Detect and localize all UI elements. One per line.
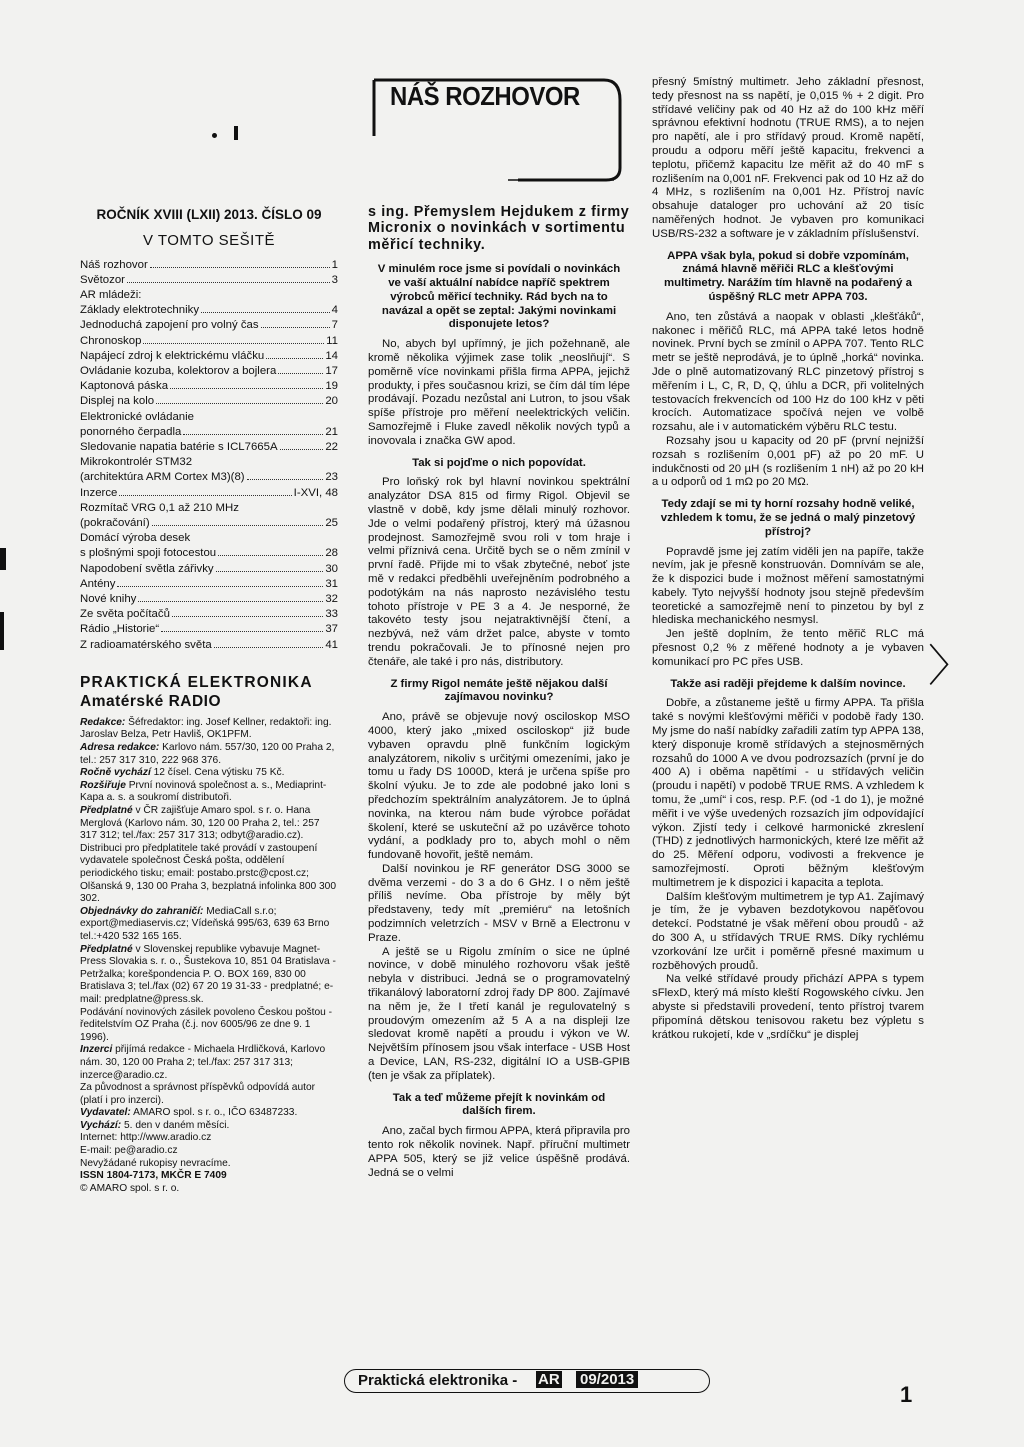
toc-entry-page: 11: [326, 334, 338, 347]
toc-entry-title: Základy elektrotechniky: [80, 304, 200, 317]
toc-entry-title: Kaptonová páska: [80, 380, 169, 393]
impressum-adresa: Adresa redakce: Karlovo nám. 557/30, 120 00 Praha 2, tel.: 257 317 310, 222 968 376.: [80, 742, 335, 766]
toc-entry[interactable]: [80, 592, 338, 607]
interview-question: Z firmy Rigol nemáte ještě nějakou další zajímavou novinku?: [390, 677, 608, 704]
toc-leader: [216, 571, 324, 572]
toc-leader: [247, 479, 324, 480]
interview-paragraph: přesný 5místný multimetr. Jeho základní přesnost, tedy přesnost na ss napětí, je 0,015 % + 2 digit. Pro střídavé veličiny pak od 40 Hz až do 100 kHz měří správnou efektivní hodnotu (TRUE RMS), a to nejen pro napětí, ale i pro střídavý proud. Kromě napětí, proudu a odporu měří ještě kapacitu, frekvenci a teplotu, přičemž kapacitu lze měřit až do 40 mF s rozlišením na 0,001 nF. Frekvenci pak od 10 Hz až do 4 MHz, s rozlišením na 0,001 Hz. Přístroj navíc obsahuje dataloger pro uchování až 20 tisíc naměřených hodnot. Je vybaven pro komunikaci USB/RS-232 a software je v základním příslušenství.: [652, 76, 924, 240]
banner-title: NÁŠ ROZHOVOR: [390, 81, 580, 111]
page-number: 1: [900, 1382, 913, 1407]
table-of-contents: [80, 258, 338, 653]
interview-paragraph: No, abych byl upřímný, je jich požehnaně, ale kromě několika výjimek zase tolik „neoslňují“. S poměrně více novinkami přišla firma APPA, jejichž produkty, i přes současnou krizi, se čím dál tím lépe prodávají. Pozadu nezůstal ani Lutron, to jsou však spíše přístroje pro měření neelektrických veličin. Samozřejmě i Fluke zavedl několik nových typů a inovovala i značka GW apod.: [368, 338, 630, 447]
interview-question: Tak si pojďme o nich popovídat.: [412, 456, 586, 469]
interview-paragraph: Jen ještě doplním, že tento měřič RLC má přesnost 0,2 % z měřené hodnoty a je vybaven komunikací pro PC přes USB.: [652, 628, 924, 668]
interview-question: Tedy zdají se mi ty horní rozsahy hodně veliké, vzhledem k tomu, že se jedná o malý pinzetový přístroj?: [660, 498, 916, 538]
interview-paragraph: Dalším klešťovým multimetrem je typ A1. Zajímavý je tím, že je vybaven bezdotykovou napěťovou detekcí. Podstatné je však měření obou proudů - až do 300 A, u střídavých TRUE RMS. Díky rychlému vzorkování lze určit i poměrně přesné maximum u rozběhových proudů.: [652, 890, 924, 972]
volume-line: ROČNÍK XVIII (LXII) 2013. ČÍSLO 09: [96, 207, 322, 222]
toc-entry-page: 22: [325, 441, 338, 454]
footer-issue: 09/2013: [576, 1371, 638, 1388]
impressum-objednavky: Objednávky do zahraničí: MediaCall s.r.o; export@mediaservis.cz; Vídeňská 995/63, 639 63 Brno tel.:+420 532 165 165.: [80, 905, 330, 942]
toc-entry-page: 7: [331, 319, 338, 332]
interview-paragraph: Další novinkou je RF generátor DSG 3000 se dvěma verzemi - do 3 a do 6 GHz. I o něm ještě příliš nevíme. Oba přístroje by měly být představeny, tedy mít „premiéru“ na letošních podzimních veletrzích - MSV v Brně a Electronu v Praze.: [368, 862, 630, 944]
toc-entry[interactable]: [80, 258, 338, 273]
interview-banner: [368, 76, 624, 194]
toc-entry[interactable]: [80, 486, 338, 501]
toc-entry-title: Rádio „Historie“: [80, 623, 160, 636]
toc-entry-title: Inzerce: [80, 486, 118, 499]
toc-entry-title: Náš rozhovor: [80, 258, 148, 271]
toc-entry-title: Jednoduchá zapojení pro volný čas: [80, 319, 259, 332]
toc-leader: [127, 282, 330, 283]
toc-entry-page: I-XVI, 48: [293, 486, 338, 499]
interview-question: APPA však byla, pokud si dobře vzpomínám, známá hlavně měřiči RLC a klešťovými multimetry. Narážím tím hlavně na podařený a úspěšný RLC metr APPA 703.: [664, 249, 912, 303]
magazine-subtitle: Amatérské RADIO: [80, 692, 222, 710]
toc-entry[interactable]: [80, 318, 338, 333]
toc-entry[interactable]: [80, 440, 338, 455]
toc-entry-heading[interactable]: Domácí výroba desek: [80, 532, 191, 545]
magazine-title: PRAKTICKÁ ELEKTRONIKA: [80, 673, 313, 691]
toc-entry[interactable]: [80, 622, 338, 637]
toc-entry-page: 21: [325, 425, 338, 438]
impressum-redakce: Redakce: Šéfredaktor: ing. Josef Kellner, redaktoři: ing. Jaroslav Belza, Petr Havliš, OK1PFM.: [80, 716, 332, 741]
impressum-rozsiruje: Rozšiřuje První novinová společnost a. s., Mediaprint-Kapa a. s. a soukromí distributoři.: [80, 779, 327, 804]
toc-leader: [152, 525, 324, 526]
toc-entry-page: 37: [325, 623, 338, 636]
toc-entry[interactable]: [80, 638, 338, 653]
continuation-column: [652, 76, 924, 1042]
interview-paragraph: Rozsahy jsou u kapacity od 20 pF (první nejnižší rozsah s rozlišením 0,001 pF) až po 20 mF. U indukčnosti od 20 µH (s rozlišením 1 nH) až po 20 kH a u odporů od 1 mΩ po 20 MΩ.: [652, 434, 924, 489]
interview-question: Takže asi raději přejdeme k dalším novince.: [670, 677, 906, 690]
impressum-copyright: © AMARO spol. s r. o.: [80, 1182, 180, 1194]
toc-entry[interactable]: [80, 577, 338, 592]
toc-entry-page: 23: [325, 471, 338, 484]
interview-column: [368, 76, 630, 1180]
sidebar-column: [80, 118, 338, 1195]
toc-entry-page: 41: [325, 638, 338, 651]
toc-entry-page: 31: [325, 577, 338, 590]
scan-edge-mark: [0, 612, 4, 650]
toc-entry-title: s plošnými spoji fotocestou: [80, 547, 217, 560]
toc-entry[interactable]: [80, 562, 338, 577]
toc-entry-title: (architektúra ARM Cortex M3)(8): [80, 471, 245, 484]
toc-leader: [218, 555, 323, 556]
toc-leader: [138, 601, 323, 602]
toc-leader: [201, 312, 330, 313]
toc-entry-title: Z radioamatérského světa: [80, 638, 212, 651]
toc-leader: [119, 495, 291, 496]
toc-leader: [117, 586, 323, 587]
toc-entry-page: 25: [325, 517, 338, 530]
toc-entry[interactable]: [80, 379, 338, 394]
toc-entry-title: Světozor: [80, 273, 125, 286]
toc-entry-page: 32: [325, 593, 338, 606]
toc-entry[interactable]: [80, 516, 338, 531]
toc-entry-title: Sledovanie napatia batérie s ICL7665A: [80, 441, 278, 454]
impressum-internet[interactable]: Internet: http://www.aradio.cz: [80, 1132, 212, 1144]
interview-paragraph: Dobře, a zůstaneme ještě u firmy APPA. Ta přišla také s novými klešťovými měřiči v podobě řady 130. My jsme do naší nabídky zařadili zatím typ APPA 138, který disponuje kromě střídavých a stejnosměrných rozsahů do 1000 A ve dvou podrozsazích (první je do 400 A) i oběma napětími - u střídavých veličin (proudu i napětí) v podobě TRUE RMS. A vzhledem k tomu, že „umí“ i cos, resp. P.F. (od -1 do 1), je možné měřit i ve výše uvedených rozsazích jím odpovídající výkon. Zjistí tedy i celkové harmonické zkreslení (THD) z jednotlivých harmonických, které lze měřit až do 25. Měření odporu, vodivosti a frekvence je samozřejmostí. Oproti běžným klešťovým multimetrem je k dispozici i kapacita a teplota.: [652, 697, 924, 889]
toc-entry[interactable]: [80, 364, 338, 379]
toc-entry-page: 3: [331, 273, 338, 286]
footer-magazine-name: Praktická elektronika -: [358, 1372, 518, 1389]
toc-entry[interactable]: [80, 394, 338, 409]
toc-entry-heading[interactable]: AR mládeži:: [80, 289, 142, 301]
scan-edge-mark: [0, 548, 6, 570]
impressum-predplatne-sk: Předplatné v Slovenskej republike vybavuje Magnet-Press Slovakia s. r. o., Šustekova 10, 851 04 Bratislava - Petržalka; korešpondencia P. O. BOX 169, 830 00 Bratislava 3; tel./fax (02) 67 20 19 31-33 - predplatné; e-mail: predplatne@press.sk.: [80, 943, 336, 1005]
toc-entry-title: (pokračování): [80, 517, 150, 530]
toc-entry[interactable]: [80, 334, 338, 349]
toc-entry[interactable]: [80, 303, 338, 318]
toc-title: V TOMTO SEŠITĚ: [142, 231, 276, 249]
toc-leader: [214, 647, 324, 648]
toc-entry-title: Chronoskop: [80, 334, 142, 347]
interview-question: Tak a teď můžeme přejít k novinkám od dalších firem.: [392, 1091, 606, 1118]
toc-entry-page: 4: [331, 304, 338, 317]
toc-entry[interactable]: [80, 349, 338, 364]
impressum-vychazi: Ročně vychází 12 čísel. Cena výtisku 75 Kč.: [80, 767, 285, 779]
interview-paragraph: Ano, právě se objevuje nový osciloskop MSO 4000, který jako „mixed osciloskop“ již bude vybaven opravdu plně funkčním logickým analyzátorem, nikoliv s určitými omezeními, jako je tomu u řady DS 1000D, která je určena spíše pro školní výuku. Je to zde ale podobné jako loni s předchozím spektrálním analyzátorem. Je to úplná novinka, na kterou nám bude výrobce pořádat školení, které se uskuteční až po uzávěrce tohoto vydání, a podklady pro to, abych mohl o něm fundovaně hovořit, ještě nemám.: [368, 711, 630, 862]
toc-leader: [170, 388, 323, 389]
toc-entry-heading[interactable]: Rozmítač VRG 0,1 až 210 MHz: [80, 501, 239, 514]
toc-leader: [150, 267, 330, 268]
impressum-puvodnost: Za původnost a správnost příspěvků odpovídá autor (platí i pro inzerci).: [80, 1082, 316, 1106]
impressum-vychazi-den: Vychází: 5. den v daném měsíci.: [80, 1119, 230, 1131]
toc-entry-page: 30: [325, 562, 338, 575]
footer-ar-badge: AR: [538, 1371, 560, 1388]
interview-question: V minulém roce jsme si povídali o novinkách ve vaší aktuální nabídce napříč spektrem výrobců měřicí techniky. Rád bych na to navázal a opět se zeptal: Jakými novinkami disponujete letos?: [377, 263, 621, 331]
toc-entry[interactable]: [80, 273, 338, 288]
toc-entry-page: 28: [325, 547, 338, 560]
toc-entry-heading[interactable]: Mikrokontrolér STM32: [80, 456, 193, 469]
toc-leader: [261, 327, 330, 328]
impressum-podavani: Podávání novinových zásilek povoleno Českou poštou - ředitelstvím OZ Praha (č.j. nov 6005/96 ze dne 9. 1 1996).: [80, 1006, 333, 1043]
toc-entry-title: ponorného čerpadla: [80, 425, 182, 438]
toc-entry[interactable]: [80, 607, 338, 622]
toc-entry-title: Antény: [80, 577, 116, 590]
toc-entry-page: 20: [325, 395, 338, 408]
toc-entry-page: 33: [325, 608, 338, 621]
toc-entry-title: Napájecí zdroj k elektrickému vláčku: [80, 349, 265, 362]
interview-paragraph: Pro loňský rok byl hlavní novinkou spektrální analyzátor DSA 815 od firmy Rigol. Objevil se vlastně v době, kdy jsme dělali minulý rozhovor. Jde o velmi podařený přístroj, který má úžasnou prodejnost. Samozřejmě svou roli v tom hraje i velmi příznivá cena. Určitě bych se o něm zmínil v první řadě. Přijde mi to však zbytečné, neboť jste mě v redakci předběhli uveřejněním podrobného a podotýkám na nás naprosto nezávislého testu tohoto přístroje v PE 3 a 4. Je nesporné, že takovéto testy jsou nejatraktivnější čtení, a nezbývá, než vám držet palce, abyste v tomto trendu pokračovali. Je to přínosné nejen pro čtenáře, ale také i pro nás, distributory.: [368, 476, 630, 668]
toc-entry-page: 1: [331, 258, 338, 271]
interview-paragraph: Na velké střídavé proudy přichází APPA s typem sFlexD, který má místo kleští Rogowského cívku. Jen abyste si představili provedení, tento přístroj tvarem připomíná dětskou tenisovou raketu bez výpletu s krátkou rukojetí, kde v „srdíčku“ je displej: [652, 973, 924, 1041]
toc-entry-title: Nové knihy: [80, 593, 137, 606]
impressum-issn: ISSN 1804-7173, MKČR E 7409: [80, 1170, 227, 1182]
toc-entry-page: 14: [325, 349, 338, 362]
toc-leader: [172, 616, 323, 617]
interview-body: [368, 263, 630, 1180]
interview-paragraph: Ano, ten zůstává a naopak v oblasti „klešťáků“, nakonec i měřičů RLC, má APPA také letos hodně novinek. První bych se zmínil o APPA 707. Tento RLC metr se ještě neprodává, je to úplně „horká“ novinka. Jde o plně automatizovaný RLC pinzetový přístroj s měřením i L, C, R, D, Q, úhlu a DCR, při volitelných testovacích frekvencích od 100 Hz do 100 kHz v pěti krocích. Automatizace spočívá nejen ve volbě rozsahu, ale i v automatickém výběru RLC testu.: [652, 310, 924, 434]
toc-entry-title: Displej na kolo: [80, 395, 155, 408]
impressum-email[interactable]: E-mail: pe@aradio.cz: [80, 1145, 178, 1157]
interview-paragraph: Popravdě jsme jej zatím viděli jen na papíře, takže nevím, jak je přesně konstruován. Domnívám se ale, že k dispozici bude i možnost měření samostatnými kabely. Tyto nejvyšší hodnoty jsou stejně především teoretické a samozřejmě není to pinzetou by byl z hlediska mechanického nesmysl.: [652, 545, 924, 627]
impressum-predplatne: Předplatné v ČR zajišťuje Amaro spol. s r. o. Hana Merglová (Karlovo nám. 30, 120 00 Praha 2, tel.: 257 317 312; tel./fax: 257 317 313; odbyt@aradio.cz). Distribuci pro předplatitele také provádí v zastoupení vydavatele společnost Česká pošta, oddělení periodického tisku; email: postabo.prstc@cpost.cz; Olšanská 9, 130 00 Praha 3, bezplatná infolinka 800 300 302.: [80, 805, 337, 905]
toc-entry-title: Ovládanie kozuba, kolektorov a bojlera: [80, 365, 277, 378]
toc-entry-page: 19: [325, 380, 338, 393]
toc-leader: [278, 373, 323, 374]
toc-entry[interactable]: [80, 546, 338, 561]
toc-entry-title: Napodobení světla zářivky: [80, 562, 214, 575]
continued-body: [652, 76, 924, 1042]
interview-intro: s ing. Přemyslem Hejdukem z firmy Micronix o novinkách v sortimentu měřicí techniky.: [368, 204, 630, 253]
toc-leader: [280, 449, 324, 450]
continue-chevron-icon: 〉: [928, 642, 972, 691]
toc-entry[interactable]: [80, 425, 338, 440]
page-footer: [344, 1369, 714, 1395]
toc-leader: [143, 343, 324, 344]
toc-entry-heading[interactable]: Elektronické ovládanie: [80, 410, 194, 423]
toc-entry-page: 17: [325, 365, 338, 378]
toc-leader: [156, 403, 323, 404]
toc-leader: [266, 358, 323, 359]
interview-paragraph: Ano, začal bych firmou APPA, která připravila pro tento rok několik novinek. Např. příruční multimetr APPA 505, který se již velice úspěšně prodává. Jedná se o velmi: [368, 1125, 630, 1179]
toc-leader: [183, 434, 323, 435]
toc-entry[interactable]: [80, 470, 338, 485]
toc-leader: [161, 631, 323, 632]
impressum-rukopisy: Nevyžádané rukopisy nevracíme.: [80, 1157, 231, 1169]
impressum-vydavatel: Vydavatel: AMARO spol. s r. o., IČO 63487233.: [80, 1107, 298, 1119]
toc-entry-title: Ze světa počítačů: [80, 608, 170, 621]
interview-paragraph: A ještě se u Rigolu zmíním o sice ne úplné novince, v době minulého rozhovoru však ještě nebyla v distribuci. Jedná se o programovatelný třikanálový laboratorní zdroj řady DP 800. Zajímavé na něm je, že I třetí kanál je regulovatelný s proudovým omezením až 5 A a na displeji lze sledovat kromě napětí a proudu i výkon ve W. Největším přínosem jsou však interface - USB Host a Device, LAN, RS-232, digitální IO a USB-GPIB (ten je však za příplatek).: [368, 945, 630, 1082]
impressum-inzerce: Inzerci přijímá redakce - Michaela Hrdličková, Karlovo nám. 30, 120 00 Praha 2; tel./fax: 257 317 313; inzerce@aradio.cz.: [80, 1044, 326, 1081]
